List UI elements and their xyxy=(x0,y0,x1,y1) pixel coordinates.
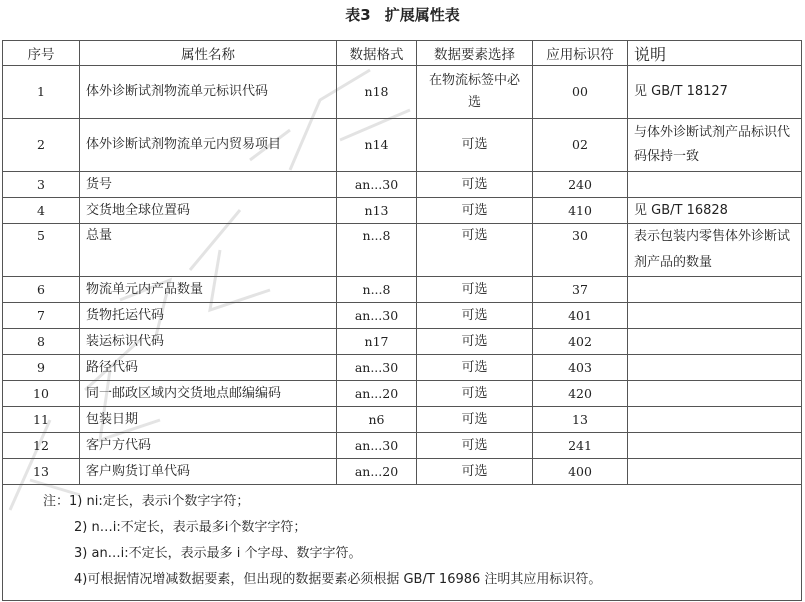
cell-ai: 00 xyxy=(533,66,628,119)
cell-ai: 13 xyxy=(533,407,628,433)
cell-choice: 可选 xyxy=(417,119,533,172)
cell-format: n13 xyxy=(337,198,417,224)
cell-choice: 可选 xyxy=(417,172,533,198)
table-row xyxy=(3,433,802,459)
table-caption xyxy=(0,4,805,25)
note-line: 4)可根据情况增减数据要素，但出现的数据要素必须根据 GB/T 16986 注明其应用标识符。 xyxy=(74,572,602,587)
header-ai: 应用标识符 xyxy=(533,41,628,66)
table-row xyxy=(3,119,802,172)
cell-ai: 402 xyxy=(533,329,628,355)
cell-seq: 1 xyxy=(3,66,80,119)
cell-format: n6 xyxy=(337,407,417,433)
cell-name: 货物托运代码 xyxy=(80,303,337,329)
cell-desc: 与体外诊断试剂产品标识代码保持一致 xyxy=(628,119,802,172)
cell-choice: 可选 xyxy=(417,407,533,433)
cell-ai: 400 xyxy=(533,459,628,485)
table-title: 扩展属性表 xyxy=(384,6,460,24)
cell-format: an...20 xyxy=(337,381,417,407)
cell-seq: 3 xyxy=(3,172,80,198)
extended-attributes-table xyxy=(2,40,802,601)
cell-name: 路径代码 xyxy=(80,355,337,381)
cell-format: n17 xyxy=(337,329,417,355)
cell-ai: 401 xyxy=(533,303,628,329)
cell-choice: 可选 xyxy=(417,224,533,277)
notes-row xyxy=(3,485,802,601)
cell-format: an...20 xyxy=(337,459,417,485)
cell-desc xyxy=(628,329,802,355)
cell-ai: 02 xyxy=(533,119,628,172)
cell-format: an...30 xyxy=(337,303,417,329)
cell-name: 同一邮政区域内交货地点邮编编码 xyxy=(80,381,337,407)
cell-seq: 10 xyxy=(3,381,80,407)
header-row xyxy=(3,41,802,66)
notes-cell xyxy=(3,485,802,601)
cell-seq: 6 xyxy=(3,277,80,303)
cell-seq: 13 xyxy=(3,459,80,485)
cell-choice: 可选 xyxy=(417,459,533,485)
cell-name: 装运标识代码 xyxy=(80,329,337,355)
cell-choice: 可选 xyxy=(417,277,533,303)
header-format: 数据格式 xyxy=(337,41,417,66)
cell-choice: 可选 xyxy=(417,303,533,329)
cell-ai: 420 xyxy=(533,381,628,407)
note-line: 3) an…i:不定长，表示最多 i 个字母、数字字符。 xyxy=(74,546,362,561)
header-seq: 序号 xyxy=(3,41,80,66)
cell-seq: 2 xyxy=(3,119,80,172)
cell-format: n18 xyxy=(337,66,417,119)
cell-desc xyxy=(628,355,802,381)
cell-desc xyxy=(628,459,802,485)
table-row xyxy=(3,355,802,381)
cell-ai: 240 xyxy=(533,172,628,198)
cell-name: 物流单元内产品数量 xyxy=(80,277,337,303)
cell-choice: 可选 xyxy=(417,433,533,459)
header-description: 说明 xyxy=(628,41,802,66)
cell-desc xyxy=(628,433,802,459)
cell-format: an...30 xyxy=(337,433,417,459)
cell-ai: 403 xyxy=(533,355,628,381)
cell-format: n...8 xyxy=(337,224,417,277)
cell-format: n14 xyxy=(337,119,417,172)
cell-name: 总量 xyxy=(80,224,337,277)
cell-name: 客户方代码 xyxy=(80,433,337,459)
note-line: 2) n…i:不定长，表示最多i个数字字符； xyxy=(74,520,307,535)
cell-seq: 5 xyxy=(3,224,80,277)
cell-name: 体外诊断试剂物流单元内贸易项目 xyxy=(80,119,337,172)
cell-choice: 可选 xyxy=(417,355,533,381)
table-row xyxy=(3,329,802,355)
table-number: 表3 xyxy=(345,6,371,24)
table-row xyxy=(3,407,802,433)
cell-desc xyxy=(628,277,802,303)
cell-desc xyxy=(628,172,802,198)
cell-choice: 在物流标签中必选 xyxy=(417,66,533,119)
cell-seq: 8 xyxy=(3,329,80,355)
table-row xyxy=(3,459,802,485)
cell-ai: 410 xyxy=(533,198,628,224)
cell-choice: 可选 xyxy=(417,381,533,407)
cell-name: 包装日期 xyxy=(80,407,337,433)
cell-desc: 见 GB/T 16828 xyxy=(628,198,802,224)
cell-ai: 30 xyxy=(533,224,628,277)
cell-name: 客户购货订单代码 xyxy=(80,459,337,485)
table-row xyxy=(3,381,802,407)
cell-ai: 37 xyxy=(533,277,628,303)
note-line: 注：1) ni:定长，表示i个数字字符； xyxy=(43,494,250,509)
cell-desc xyxy=(628,381,802,407)
header-attr-name: 属性名称 xyxy=(80,41,337,66)
table-row xyxy=(3,198,802,224)
cell-name: 交货地全球位置码 xyxy=(80,198,337,224)
cell-seq: 12 xyxy=(3,433,80,459)
cell-name: 货号 xyxy=(80,172,337,198)
cell-desc xyxy=(628,303,802,329)
header-element-choice: 数据要素选择 xyxy=(417,41,533,66)
cell-seq: 7 xyxy=(3,303,80,329)
table-row xyxy=(3,277,802,303)
table-row xyxy=(3,224,802,277)
cell-desc: 表示包装内零售体外诊断试剂产品的数量 xyxy=(628,224,802,277)
table-row xyxy=(3,66,802,119)
cell-seq: 9 xyxy=(3,355,80,381)
cell-choice: 可选 xyxy=(417,329,533,355)
cell-ai: 241 xyxy=(533,433,628,459)
cell-desc xyxy=(628,407,802,433)
cell-format: an...30 xyxy=(337,172,417,198)
table-row xyxy=(3,172,802,198)
cell-choice: 可选 xyxy=(417,198,533,224)
cell-desc: 见 GB/T 18127 xyxy=(628,66,802,119)
cell-format: n...8 xyxy=(337,277,417,303)
cell-name: 体外诊断试剂物流单元标识代码 xyxy=(80,66,337,119)
cell-seq: 4 xyxy=(3,198,80,224)
cell-seq: 11 xyxy=(3,407,80,433)
table-row xyxy=(3,303,802,329)
cell-format: an...30 xyxy=(337,355,417,381)
